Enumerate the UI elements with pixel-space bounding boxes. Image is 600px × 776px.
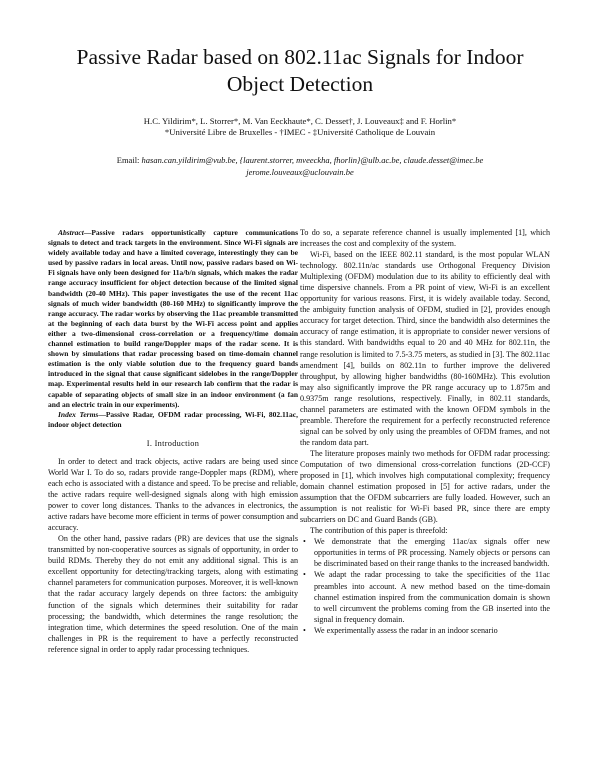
list-item-text: We demonstrate that the emerging 11ac/ax signals offer new opportunities in terms of PR processing. Namely objects or persons can be discriminated based on their range thanks to the increased bandwidth. — [314, 537, 550, 569]
email-addresses-1: hasan.can.yildirim@vub.be, {laurent.storrer, mveeckha, fhorlin}@ulb.ac.be, claude.desset@imec.be — [141, 155, 484, 165]
list-item — [300, 569, 550, 624]
intro-paragraph-6: The contribution of this paper is threefold: — [310, 526, 448, 536]
index-terms-label: Index Terms — [58, 409, 99, 419]
list-item — [300, 536, 550, 569]
left-column — [48, 228, 298, 655]
intro-paragraph-1: In order to detect and track objects, active radars are being used since World War I. To do so, radars provide range-Doppler maps (RDM), where each echo is associated with a distance and speed. To be precise and reliable, the active radars require well-designed signals along with high emission power to cover long distances. Thanks to the advances in electronics, the active radars have become more efficient in terms of power consumption and accuracy. — [48, 456, 298, 533]
bullet-icon: • — [303, 625, 306, 635]
author-affiliations: *Université Libre de Bruxelles - †IMEC - ‡Université Catholique de Louvain — [164, 127, 436, 137]
list-item-text: We adapt the radar processing to take the specificities of the 11ac preambles into account. A new method based on the time-domain channel estimation inspired from the communication domain is shown to well circumvent the problems coming from the GB inserted into the signal in frequency domain. — [314, 570, 550, 624]
bullet-icon: • — [303, 537, 306, 547]
author-names: H.C. Yildirim*, L. Storrer*, M. Van Eeckhaute*, C. Desset†, J. Louveaux‡ and F. Horlin* — [143, 116, 457, 126]
abstract-label: Abstract — [58, 228, 84, 237]
contribution-list — [300, 536, 550, 635]
author-block — [20, 116, 580, 138]
email-label: Email: — [116, 155, 140, 165]
intro-paragraph-2: On the other hand, passive radars (PR) are devices that use the signals transmitted by non-cooperative sources as signals of opportunity, in order to build RDMs. Thereby they do not emit any additional signal. This is an excellent opportunity for detecting/tracking targets, along with estimating channel parameters for communication purposes. Moreover, it is well-known that the radar accuracy largely depends on three factors: the ambiguity function of the signals which determines their suitability for radar processing; the bandwidth, which determines the range resolution; the integration time, which determines the speed resolution. One of the main challenges in PR is the requirement to have a perfectly reconstructed reference signal in order to apply radar processing techniques. — [48, 534, 298, 654]
intro-paragraph-3: To do so, a separate reference channel is usually implemented [1], which increases the cost and complexity of the system. — [300, 228, 550, 249]
right-column — [300, 227, 550, 636]
list-item — [300, 625, 550, 636]
title-line-1: Passive Radar based on 802.11ac Signals for Indoor — [76, 45, 524, 69]
list-item-text: We experimentally assess the radar in an indoor scenario — [314, 625, 498, 635]
intro-paragraph-4: Wi-Fi, based on the IEEE 802.11 standard, is the most popular WLAN technology. 802.11n/ac standards use Orthogonal Frequency Division Multiplexing (OFDM) modulation due to its ability to efficiently deal with time dispersive channels. From a PR point of view, Wi-Fi is an excellent opportunity for various reasons. First, it is widely available today. Second, the ambiguity function analysis of OFDM, studied in [2], provides enough accuracy for target detection. Third, since the bandwidth also determines the accuracy of range estimation, it is appropriate to consider newer versions of this standard. With bandwidths equal to 20 and 40 MHz for 802.11n, the range resolution is limited to 7.5-3.75 meters, as studied in [3]. The 802.11ac amendment [4], builds on 802.11n to further improve the delivered throughput, by allowing higher bandwidths (80-160MHz). This evolution may also significantly improve the PR range accuracy up to 1.875m and 0.9375m range resolutions, respectively. Finally, in 802.11 standards, channel parameters are estimated with the known OFDM symbols in the preamble. Therefore the requirement for a perfectly reconstructed reference signal can be solved by only using the preambles of OFDM frames, and not the random data part. — [300, 250, 550, 447]
bullet-icon: • — [303, 570, 306, 580]
title-line-2: Object Detection — [226, 72, 374, 96]
email-addresses-2: jerome.louveaux@uclouvain.be — [246, 167, 354, 177]
email-block — [20, 154, 580, 178]
abstract-text: —Passive radars opportunistically capture communications signals to detect and track targets in the environment. Since Wi-Fi signals are widely available today and have a limited coverage, interestingly they can be used by passive radars in local areas. Until now, passive radars based on Wi-Fi signals have only been designed for 11a/b/n signals, which makes the radar range accuracy insufficient for object detection because of the limited signal bandwidth (20-40 MHz). This paper investigates the use of the recent 11ac signals of much wider bandwidth (80-160 MHz) to significantly improve the range accuracy. The radar works by observing the 11ac preamble transmitted at the beginning of each data burst by the Wi-Fi access point and applies either a two-dimensional cross-correlation or a frequency/time domain channel estimation to build range/Doppler maps of the radar scene. It is shown by simulations that radar processing based on time-domain channel estimation is the only viable solution due to the frequency guard bands introduced in the signal that cause significant sidelobes in the range/Doppler map. Experimental results held in our research lab confirm that the radar is capable of separating objects of small size in an indoor environment (a fan and an electric train in our experiments). — [48, 228, 298, 409]
abstract — [48, 228, 298, 410]
index-terms — [48, 410, 298, 430]
section-heading-introduction: I. Introduction — [146, 438, 200, 448]
email-line-1 — [20, 154, 580, 166]
intro-paragraph-5: The literature proposes mainly two methods for OFDM radar processing: Computation of two dimensional cross-correlation functions (2D-CCF) proposed in [1], which involves high computational complexity; frequency domain channel estimation proposed in [5] for active radars, under the assumption that the OFDM subcarriers are fully loaded. However, such an assumption is not realistic for Wi-Fi based PR, since there are empty subcarriers on DC and Guard Bands (GB). — [300, 448, 550, 525]
email-line-2 — [20, 166, 580, 178]
index-terms-text: —Passive Radar, OFDM radar processing, Wi-Fi, 802.11ac, indoor object detection — [48, 409, 299, 429]
paper-title — [20, 44, 580, 98]
